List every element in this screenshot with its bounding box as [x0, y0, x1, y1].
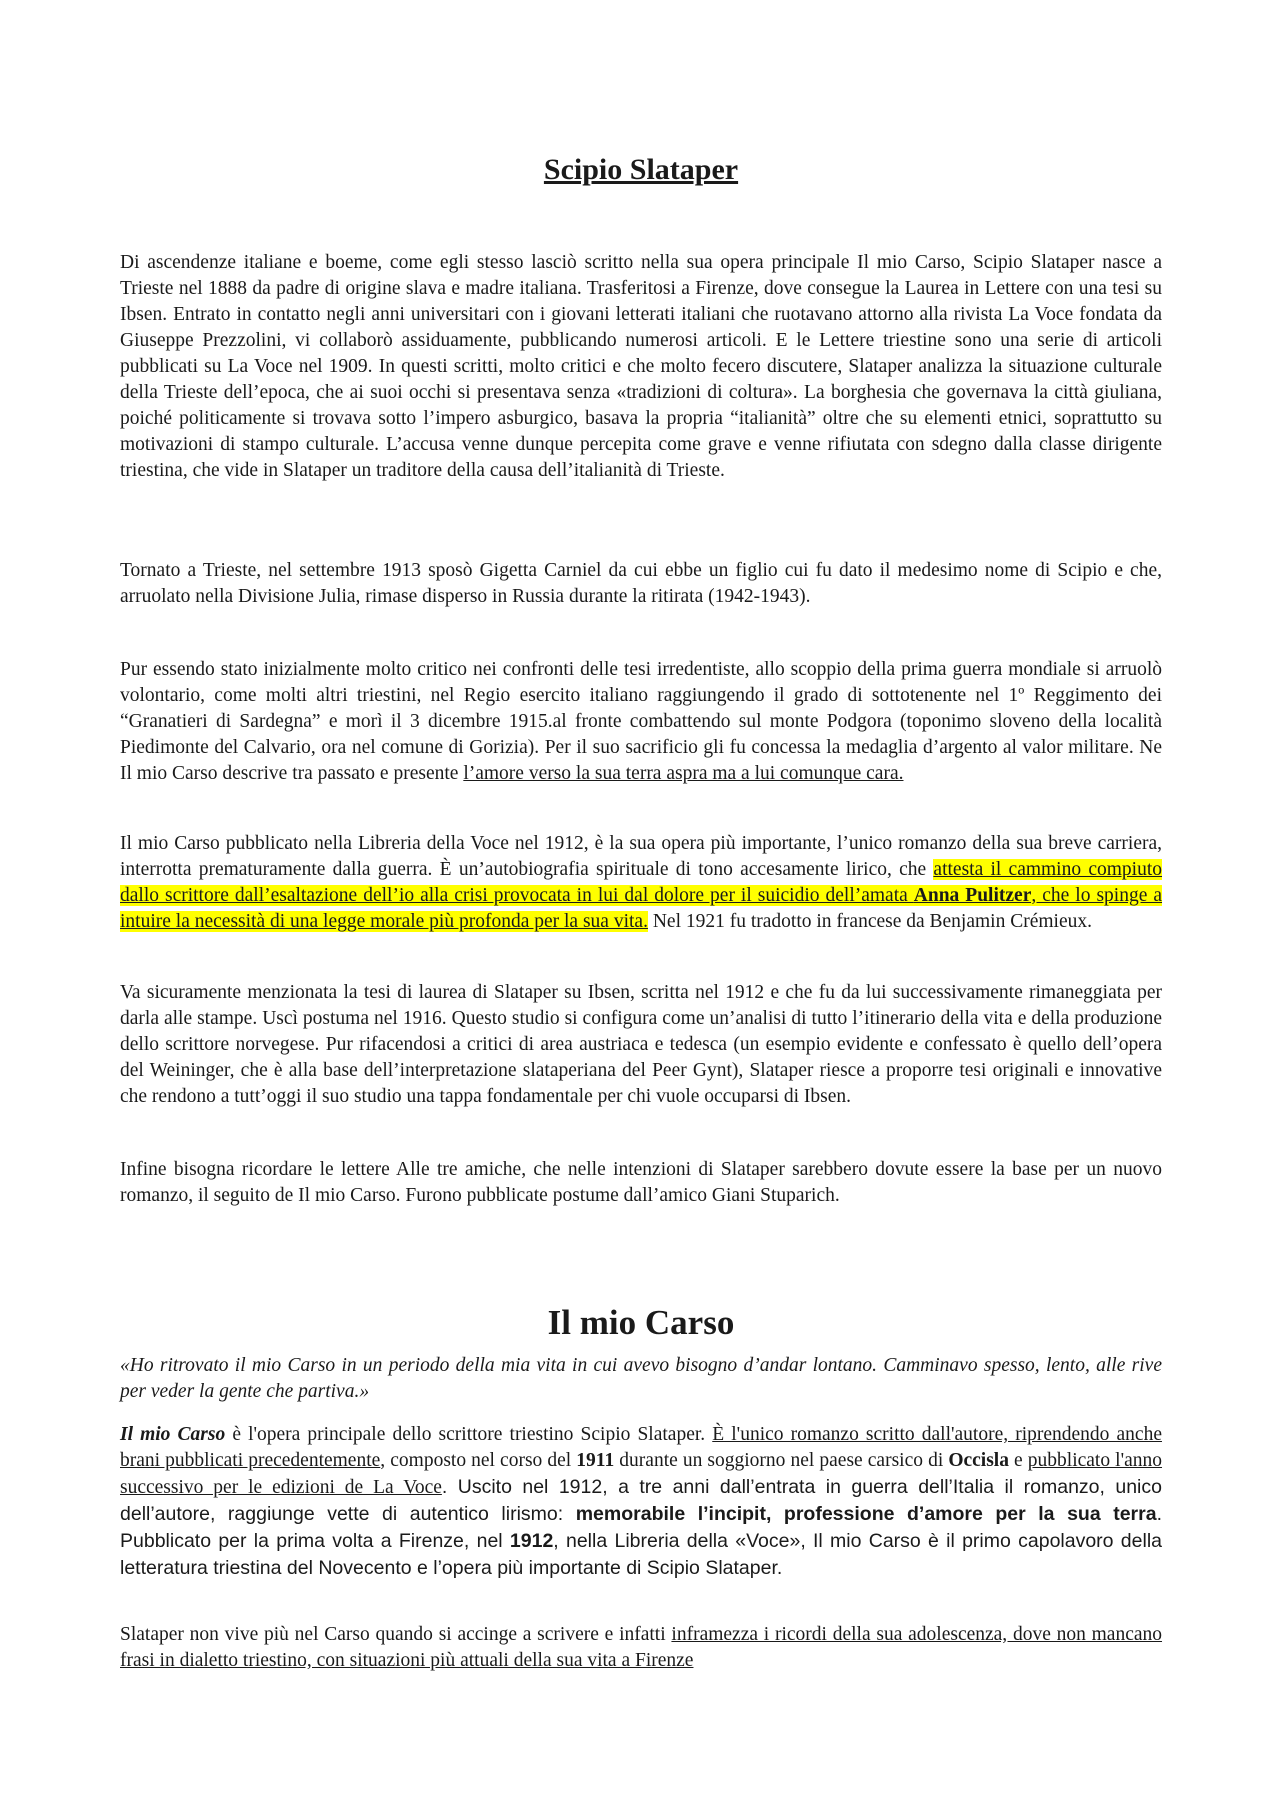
paragraph-work-description — [120, 1422, 1162, 1582]
paragraph-writing-context — [120, 1622, 1162, 1674]
text-segment: . Uscito nel 1912, a tre anni dall’entrata in guerra dell’Italia il romanzo, unico dell’autore, raggiunge vette di autentico lirismo: — [120, 1476, 1162, 1525]
highlighted-passage-1: attesta il cammino compiuto dallo scrittore dall’esaltazione dell’io alla crisi provocata in lui dal dolore per il suicidio dell’amata — [120, 859, 1162, 906]
paragraph-ibsen-thesis: Va sicuramente menzionata la tesi di laurea di Slataper su Ibsen, scritta nel 1912 e che fu da lui successivamente rimaneggiata per darla alle stampe. Uscì postuma nel 1916. Questo studio si configura come un’analisi di tutto l’itinerario della vita e della produzione dello scrittore norvegese. Pur rifacendosi a critici di area austriaca e tedesca (un esempio evidente e confessato è quello dell’opera del Weininger, che è alla base dell’interpretazione slataperiana del Peer Gynt), Slataper riesce a proporre tesi originali e innovative che rendono a tutt’oggi il suo studio una tappa fondamentale per chi vuole occuparsi di Ibsen. — [120, 982, 1162, 1107]
text-segment: durante un soggiorno nel paese carsico di — [614, 1450, 949, 1471]
underlined-phrase-2: pubblicato l'anno successivo per le edizioni de La Voce — [120, 1450, 1163, 1498]
translation-note: Nel 1921 fu tradotto in francese da Benjamin Crémieux. — [647, 911, 1092, 932]
text-segment: Slataper non vive più nel Carso quando si accinge a scrivere e infatti — [120, 1624, 672, 1645]
text-segment: , nella Libreria della «Voce», Il mio Carso è il primo capolavoro della letteratura triestina del Novecento e l’opera più importante di Scipio Slataper. — [120, 1530, 1162, 1579]
year-bold-2: 1912 — [509, 1530, 554, 1552]
paragraph-mio-carso-summary — [120, 831, 1162, 935]
underlined-phrase-3: inframezza i ricordi della sua adolescenza, dove non mancano frasi in dialetto triestino, con situazioni più attuali della sua vita a Firenze — [120, 1624, 1163, 1671]
paragraph-war — [120, 657, 1162, 787]
paragraph-marriage: Tornato a Trieste, nel settembre 1913 sposò Gigetta Carniel da cui ebbe un figlio cui fu dato il medesimo nome di Scipio e che, arruolato nella Divisione Julia, rimase disperso in Russia durante la ritirata (1942-1943). — [120, 560, 1162, 607]
paragraph-summary-text: Il mio Carso pubblicato nella Libreria della Voce nel 1912, è la sua opera più importante, l’unico romanzo della sua breve carriera, interrotta prematuramente dalla guerra. È un’autobiografia spirituale di tono accesamente lirico, che — [120, 833, 1162, 880]
paragraph-war-text: Pur essendo stato inizialmente molto critico nei confronti delle tesi irredentiste, allo scoppio della prima guerra mondiale si arruolò volontario, come molti altri triestini, nel Regio esercito italiano raggiungendo il grado di sottotenente nel 1º Reggimento dei “Granatieri di Sardegna” e morì il 3 dicembre 1915.al fronte combattendo sul monte Podgora (toponimo sloveno della località Piedimonte del Calvario, ora nel comune di Gorizia). Per il suo sacrificio gli fu concessa la medaglia d’argento al valor militare. Ne Il mio Carso descrive tra passato e presente — [120, 659, 1162, 784]
highlighted-passage-2: , che lo spinge a intuire la necessità di una legge morale più profonda per la sua vita. — [120, 885, 1163, 932]
text-segment: e — [1008, 1450, 1028, 1471]
work-title: Il mio Carso — [120, 1424, 226, 1445]
paragraph-biography: Di ascendenze italiane e boeme, come egli stesso lasciò scritto nella sua opera principale Il mio Carso, Scipio Slataper nasce a Trieste nel 1888 da padre di origine slava e madre italiana. Trasferitosi a Firenze, dove consegue la Laurea in Lettere con una tesi su Ibsen. Entrato in contatto negli anni universitari con i giovani letterati italiani che ruotavano attorno alla rivista La Voce fondata da Giuseppe Prezzolini, vi collaborò assiduamente, pubblicando numerosi articoli. E le Lettere triestine sono una serie di articoli pubblicati su La Voce nel 1909. In questi scritti, molto critici e che molto fecero discutere, Slataper analizza la situazione culturale della Trieste dell’epoca, che ai suoi occhi si presentava senza «tradizioni di coltura». La borghesia che governava la città giuliana, poiché politicamente si trovava sotto l’impero asburgico, basava la propria “italianità” oltre che su elementi etnici, soprattutto su motivazioni di stampo culturale. L’accusa venne dunque percepita come grave e venne rifiutata con sdegno dalla classe dirigente triestina, che vide in Slataper un traditore della causa dell’italianità di Trieste. — [120, 252, 1162, 481]
year-bold: 1911 — [576, 1450, 615, 1471]
section-title: Il mio Carso — [547, 1303, 735, 1342]
paragraph-letters: Infine bisogna ricordare le lettere Alle tre amiche, che nelle intenzioni di Slataper sarebbero dovute essere la base per un nuovo romanzo, il seguito de Il mio Carso. Furono pubblicate postume dall’amico Giani Stuparich. — [120, 1159, 1162, 1206]
opening-quote: «Ho ritrovato il mio Carso in un periodo della mia vita in cui avevo bisogno d’andar lontano. Camminavo spesso, lento, alle rive per veder la gente che partiva.» — [120, 1355, 1162, 1402]
text-segment: è l'opera principale dello scrittore triestino Scipio Slataper. — [225, 1424, 713, 1445]
bold-incipit: memorabile l’incipit, professione d’amore per la sua terra — [575, 1503, 1157, 1525]
text-segment: , composto nel corso del — [380, 1450, 577, 1471]
underlined-phrase-1: È l'unico romanzo scritto dall'autore, riprendendo anche brani pubblicati precedentemente — [120, 1424, 1162, 1471]
place-bold: Occisla — [948, 1450, 1009, 1471]
underlined-phrase: l’amore verso la sua terra aspra ma a lui comunque cara. — [463, 763, 904, 784]
highlighted-name: Anna Pulitzer — [913, 885, 1032, 906]
page-title: Scipio Slataper — [543, 153, 739, 186]
text-segment: . Pubblicato per la prima volta a Firenze, nel — [120, 1503, 1162, 1552]
